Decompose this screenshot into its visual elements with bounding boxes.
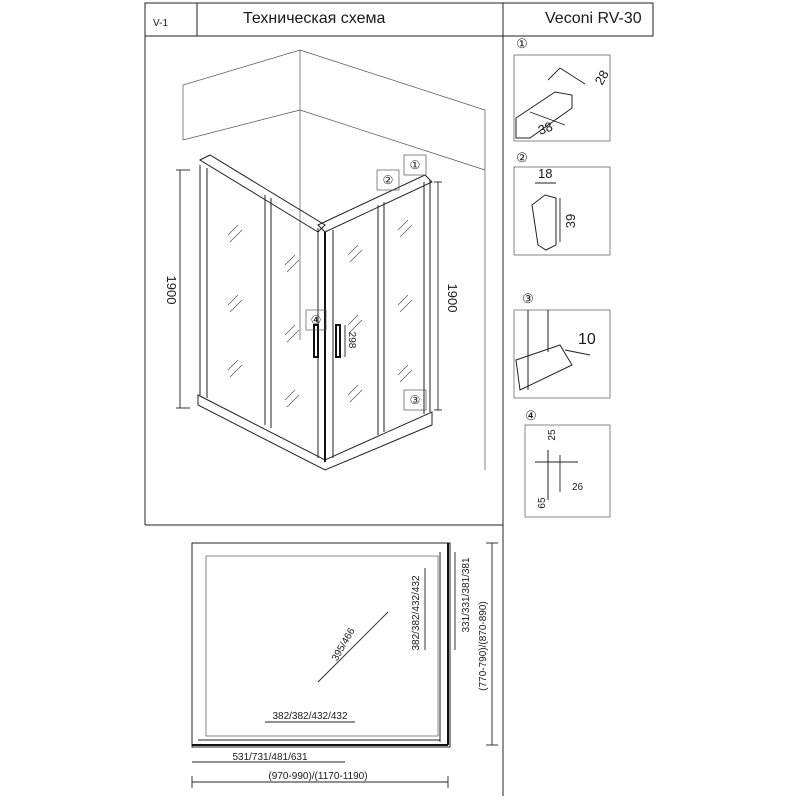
detail-2-dim-a: 18 — [538, 166, 553, 181]
detail-4-dim-b: 26 — [572, 482, 584, 493]
marker-3: ③ — [409, 393, 421, 407]
detail-3-marker: ③ — [522, 291, 534, 306]
detail-1 — [514, 36, 612, 141]
header — [145, 3, 653, 796]
marker-2: ② — [382, 173, 394, 187]
detail-1-dim-a: 28 — [591, 67, 612, 88]
detail-3 — [514, 291, 610, 398]
detail-1-dim-b: 38 — [535, 118, 555, 138]
plan-side-total-dim: (770-790)/(870-890) — [478, 601, 489, 691]
detail-2-dim-b: 39 — [563, 213, 578, 229]
iso-view — [164, 50, 485, 470]
plan-front-total-dim: (970-990)/(1170-1190) — [268, 771, 368, 782]
detail-4-dim-c: 65 — [537, 497, 548, 509]
detail-2 — [514, 150, 610, 255]
detail-4-dim-a: 25 — [547, 429, 558, 441]
version-label: V-1 — [153, 18, 169, 29]
marker-1: ① — [409, 158, 421, 172]
detail-4-marker: ④ — [525, 408, 537, 423]
detail-2-marker: ② — [516, 150, 528, 165]
plan-view — [192, 543, 498, 788]
plan-front-opening-dim: 531/731/481/631 — [232, 752, 308, 763]
model-name: Veconi RV-30 — [545, 10, 642, 27]
plan-front-inner-dim: 382/382/432/432 — [272, 711, 348, 722]
handle-height-dim: 298 — [346, 331, 357, 349]
detail-3-dim-a: 10 — [578, 331, 596, 348]
marker-4: ④ — [310, 313, 322, 327]
height-left-dim: 1900 — [164, 275, 179, 305]
detail-4 — [525, 408, 610, 517]
plan-diagonal-dim: 395/466 — [330, 626, 358, 664]
detail-1-marker: ① — [516, 36, 528, 51]
plan-side-inner-dim: 382/382/432/432 — [411, 575, 422, 651]
page-title: Техническая схема — [243, 10, 386, 27]
height-right-dim: 1900 — [445, 283, 460, 313]
plan-side-opening-dim: 331/331/381/381 — [461, 557, 472, 633]
